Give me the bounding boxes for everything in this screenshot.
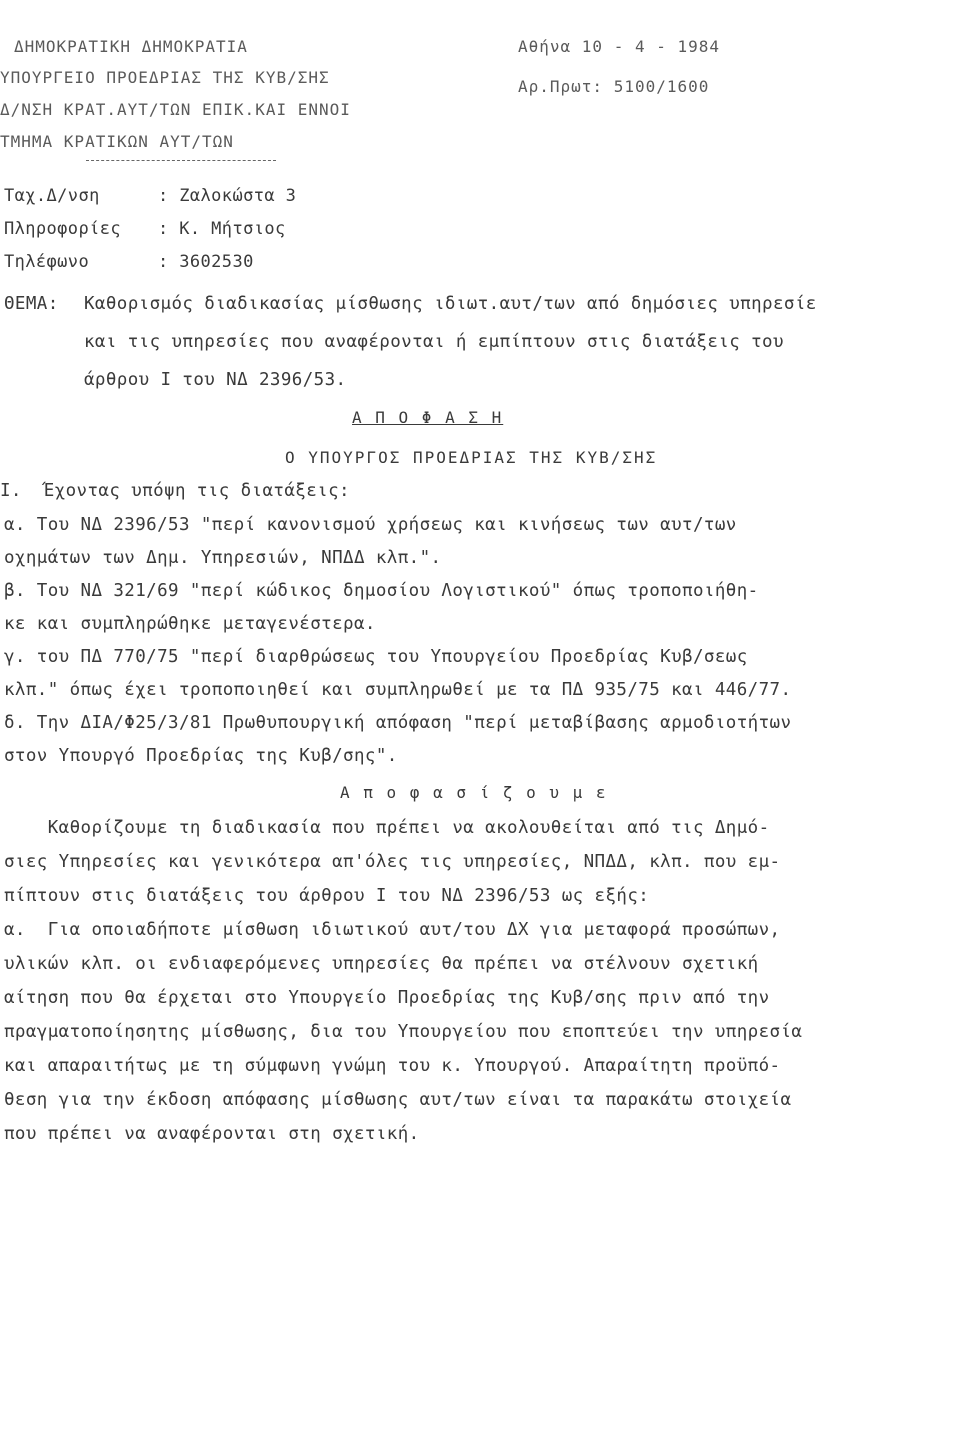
org-line-1: ΔΗΜΟΚΡΑΤΙΚΗ ΔΗΜΟΚΡΑΤΙΑ — [14, 37, 248, 56]
subject-line-3: άρθρου Ι του ΝΔ 2396/53. — [84, 370, 347, 390]
org-line-4: ΤΜΗΜΑ ΚΡΑΤΙΚΩΝ ΑΥΤ/ΤΩΝ — [0, 132, 234, 151]
resolution-title: Α π ο φ α σ ί ζ ο υ μ ε — [340, 783, 608, 802]
considering-c-1: γ. του ΠΔ 770/75 "περί διαρθρώσεως του Υπουργείου Προεδρίας Κυβ/σεως — [4, 647, 748, 667]
decision-authority: Ο ΥΠΟΥΡΓΟΣ ΠΡΟΕΔΡΙΑΣ ΤΗΣ ΚΥΒ/ΣΗΣ — [285, 448, 658, 467]
considering-c-2: κλπ." όπως έχει τροποποιηθεί και συμπληρωθεί με τα ΠΔ 935/75 και 446/77. — [4, 680, 792, 700]
considering-d-1: δ. Την ΔΙΑ/Φ25/3/81 Πρωθυπουργική απόφαση "περί μεταβίβασης αρμοδιοτήτων — [4, 713, 792, 733]
resolution-line-8: και απαραιτήτως με τη σύμφωνη γνώμη του κ. Υπουργού. Απαραίτητη προϋπό- — [4, 1056, 781, 1076]
subject-line-1: Καθορισμός διαδικασίας μίσθωσης ιδιωτ.αυτ/των από δημόσιες υπηρεσίε — [84, 294, 817, 314]
considering-b-1: β. Του ΝΔ 321/69 "περί κώδικος δημοσίου Λογιστικού" όπως τροποποιήθη- — [4, 581, 759, 601]
resolution-line-7: πραγματοποίησητης μίσθωσης, δια του Υπουργείου που εποπτεύει την υπηρεσία — [4, 1022, 803, 1042]
org-line-3: Δ/ΝΣΗ ΚΡΑΤ.ΑΥΤ/ΤΩΝ ΕΠΙΚ.ΚΑΙ ΕΝΝΟΙ — [0, 100, 351, 119]
protocol-number: Αρ.Πρωτ: 5100/1600 — [518, 77, 710, 96]
info-label: Πληροφορίες — [4, 219, 121, 239]
phone-label: Τηλέφωνο — [4, 252, 90, 272]
resolution-line-1: Καθορίζουμε τη διαδικασία που πρέπει να ακολουθείται από τις Δημό- — [4, 818, 770, 838]
considering-b-2: κε και συμπληρώθηκε μεταγενέστερα. — [4, 614, 376, 634]
header-divider — [86, 160, 276, 161]
resolution-line-5: υλικών κλπ. οι ενδιαφερόμενες υπηρεσίες θα πρέπει να στέλνουν σχετική — [4, 954, 759, 974]
resolution-line-2: σιες Υπηρεσίες και γενικότερα απ'όλες τις υπηρεσίες, ΝΠΔΔ, κλπ. που εμ- — [4, 852, 781, 872]
document-date: Αθήνα 10 - 4 - 1984 — [518, 37, 721, 56]
phone-value: : 3602530 — [158, 252, 254, 272]
resolution-line-4: α. Για οποιαδήποτε μίσθωση ιδιωτικού αυτ/του ΔΧ για μεταφορά προσώπων, — [4, 920, 781, 940]
info-value: : Κ. Μήτσιος — [158, 219, 286, 239]
resolution-line-9: θεση για την έκδοση απόφασης μίσθωσης αυτ/των είναι τα παρακάτω στοιχεία — [4, 1090, 792, 1110]
subject-line-2: και τις υπηρεσίες που αναφέρονται ή εμπίπτουν στις διατάξεις του — [84, 332, 784, 352]
org-line-2: ΥΠΟΥΡΓΕΙΟ ΠΡΟΕΔΡΙΑΣ ΤΗΣ ΚΥΒ/ΣΗΣ — [0, 68, 330, 87]
address-value: : Ζαλοκώστα 3 — [158, 186, 297, 206]
address-label: Ταχ.Δ/νση — [4, 186, 100, 206]
subject-label: ΘΕΜΑ: — [4, 294, 59, 314]
resolution-line-3: πίπτουν στις διατάξεις του άρθρου Ι του ΝΔ 2396/53 ως εξής: — [4, 886, 650, 906]
considering-d-2: στον Υπουργό Προεδρίας της Κυβ/σης". — [4, 746, 398, 766]
considering-a-1: α. Του ΝΔ 2396/53 "περί κανονισμού χρήσεως και κινήσεως των αυτ/των — [4, 515, 737, 535]
resolution-line-10: που πρέπει να αναφέρονται στη σχετική. — [4, 1124, 420, 1144]
considering-intro: I. Έχοντας υπόψη τις διατάξεις: — [0, 481, 350, 501]
decision-title: Α Π Ο Φ Α Σ Η — [352, 408, 504, 427]
resolution-line-6: αίτηση που θα έρχεται στο Υπουργείο Προεδρίας της Κυβ/σης πριν από την — [4, 988, 770, 1008]
considering-a-2: οχημάτων των Δημ. Υπηρεσιών, ΝΠΔΔ κλπ.". — [4, 548, 442, 568]
